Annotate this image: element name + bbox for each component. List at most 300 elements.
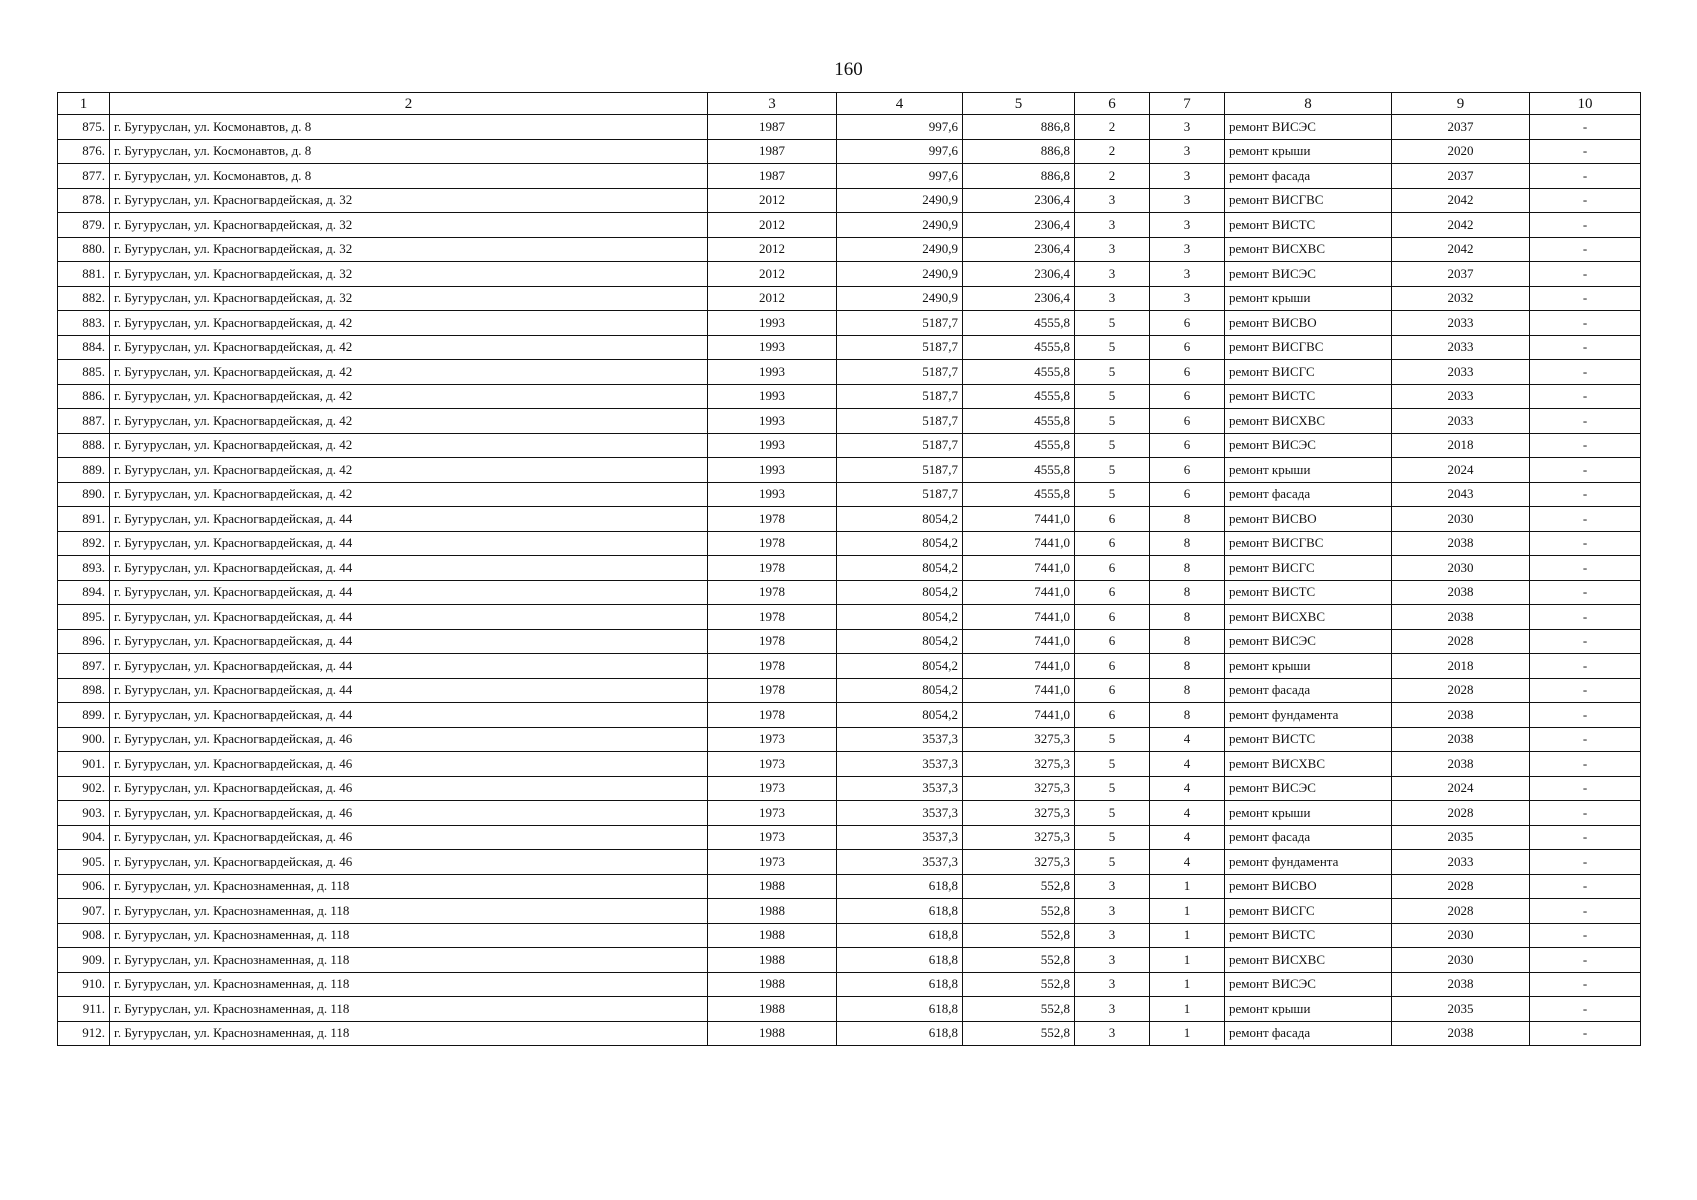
cell-work-type: ремонт ВИСХВС <box>1225 948 1392 973</box>
cell-row-number: 887. <box>58 409 110 434</box>
cell-row-number: 875. <box>58 115 110 140</box>
cell-total-area: 997,6 <box>837 115 963 140</box>
cell-note: - <box>1530 580 1641 605</box>
table-row <box>58 188 1641 213</box>
cell-address: г. Бугуруслан, ул. Красногвардейская, д. 42 <box>110 482 708 507</box>
cell-address: г. Бугуруслан, ул. Красногвардейская, д. 46 <box>110 850 708 875</box>
cell-floors: 6 <box>1075 703 1150 728</box>
cell-total-area: 5187,7 <box>837 311 963 336</box>
cell-floors: 5 <box>1075 482 1150 507</box>
cell-total-area: 2490,9 <box>837 237 963 262</box>
col-header-1: 1 <box>58 93 110 115</box>
cell-note: - <box>1530 164 1641 189</box>
cell-living-area: 3275,3 <box>963 752 1075 777</box>
cell-total-area: 5187,7 <box>837 360 963 385</box>
cell-work-type: ремонт ВИСГС <box>1225 899 1392 924</box>
cell-entrances: 8 <box>1150 629 1225 654</box>
col-header-2: 2 <box>110 93 708 115</box>
cell-living-area: 7441,0 <box>963 580 1075 605</box>
cell-row-number: 912. <box>58 1021 110 1046</box>
cell-floors: 2 <box>1075 115 1150 140</box>
cell-entrances: 8 <box>1150 678 1225 703</box>
col-header-8: 8 <box>1225 93 1392 115</box>
cell-living-area: 552,8 <box>963 923 1075 948</box>
cell-living-area: 552,8 <box>963 899 1075 924</box>
cell-note: - <box>1530 237 1641 262</box>
cell-address: г. Бугуруслан, ул. Красногвардейская, д. 46 <box>110 727 708 752</box>
table-row <box>58 972 1641 997</box>
cell-year-built: 2012 <box>708 213 837 238</box>
cell-row-number: 876. <box>58 139 110 164</box>
table-row <box>58 948 1641 973</box>
cell-total-area: 5187,7 <box>837 409 963 434</box>
cell-row-number: 885. <box>58 360 110 385</box>
cell-total-area: 8054,2 <box>837 654 963 679</box>
cell-total-area: 618,8 <box>837 874 963 899</box>
cell-row-number: 893. <box>58 556 110 581</box>
cell-living-area: 4555,8 <box>963 335 1075 360</box>
cell-work-type: ремонт ВИСГВС <box>1225 335 1392 360</box>
cell-row-number: 904. <box>58 825 110 850</box>
cell-year-built: 2012 <box>708 188 837 213</box>
cell-year-built: 1993 <box>708 335 837 360</box>
cell-total-area: 8054,2 <box>837 678 963 703</box>
cell-entrances: 1 <box>1150 1021 1225 1046</box>
table-row <box>58 825 1641 850</box>
cell-entrances: 4 <box>1150 727 1225 752</box>
cell-address: г. Бугуруслан, ул. Красногвардейская, д. 46 <box>110 801 708 826</box>
cell-work-type: ремонт крыши <box>1225 139 1392 164</box>
cell-address: г. Бугуруслан, ул. Красногвардейская, д. 42 <box>110 311 708 336</box>
cell-planned-year: 2038 <box>1392 752 1530 777</box>
cell-planned-year: 2038 <box>1392 972 1530 997</box>
cell-note: - <box>1530 458 1641 483</box>
table-row <box>58 335 1641 360</box>
cell-planned-year: 2028 <box>1392 801 1530 826</box>
cell-floors: 5 <box>1075 335 1150 360</box>
cell-floors: 3 <box>1075 286 1150 311</box>
cell-work-type: ремонт ВИСЭС <box>1225 776 1392 801</box>
cell-row-number: 892. <box>58 531 110 556</box>
cell-work-type: ремонт крыши <box>1225 997 1392 1022</box>
cell-row-number: 878. <box>58 188 110 213</box>
cell-living-area: 7441,0 <box>963 605 1075 630</box>
cell-year-built: 1973 <box>708 825 837 850</box>
cell-planned-year: 2043 <box>1392 482 1530 507</box>
cell-living-area: 2306,4 <box>963 286 1075 311</box>
cell-work-type: ремонт ВИСВО <box>1225 874 1392 899</box>
table-row <box>58 237 1641 262</box>
cell-floors: 3 <box>1075 237 1150 262</box>
cell-entrances: 1 <box>1150 997 1225 1022</box>
cell-note: - <box>1530 850 1641 875</box>
cell-floors: 2 <box>1075 139 1150 164</box>
cell-year-built: 1988 <box>708 997 837 1022</box>
cell-work-type: ремонт ВИСЭС <box>1225 433 1392 458</box>
cell-floors: 5 <box>1075 409 1150 434</box>
cell-year-built: 1978 <box>708 507 837 532</box>
cell-address: г. Бугуруслан, ул. Красногвардейская, д. 32 <box>110 188 708 213</box>
cell-address: г. Бугуруслан, ул. Краснознаменная, д. 118 <box>110 923 708 948</box>
col-header-7: 7 <box>1150 93 1225 115</box>
cell-living-area: 3275,3 <box>963 825 1075 850</box>
cell-row-number: 901. <box>58 752 110 777</box>
cell-floors: 5 <box>1075 801 1150 826</box>
table-row <box>58 286 1641 311</box>
cell-entrances: 8 <box>1150 507 1225 532</box>
cell-work-type: ремонт крыши <box>1225 654 1392 679</box>
cell-address: г. Бугуруслан, ул. Космонавтов, д. 8 <box>110 164 708 189</box>
cell-work-type: ремонт ВИСЭС <box>1225 972 1392 997</box>
table-row <box>58 360 1641 385</box>
cell-entrances: 8 <box>1150 580 1225 605</box>
cell-planned-year: 2038 <box>1392 727 1530 752</box>
cell-total-area: 3537,3 <box>837 825 963 850</box>
cell-living-area: 552,8 <box>963 1021 1075 1046</box>
table-row <box>58 580 1641 605</box>
cell-note: - <box>1530 139 1641 164</box>
cell-total-area: 618,8 <box>837 972 963 997</box>
cell-work-type: ремонт фасада <box>1225 678 1392 703</box>
cell-living-area: 886,8 <box>963 139 1075 164</box>
cell-planned-year: 2033 <box>1392 850 1530 875</box>
cell-planned-year: 2038 <box>1392 580 1530 605</box>
cell-floors: 5 <box>1075 776 1150 801</box>
cell-planned-year: 2020 <box>1392 139 1530 164</box>
cell-row-number: 899. <box>58 703 110 728</box>
cell-planned-year: 2028 <box>1392 629 1530 654</box>
cell-work-type: ремонт крыши <box>1225 801 1392 826</box>
cell-entrances: 1 <box>1150 899 1225 924</box>
table-body <box>58 115 1641 1046</box>
cell-living-area: 2306,4 <box>963 262 1075 287</box>
cell-row-number: 884. <box>58 335 110 360</box>
cell-year-built: 1988 <box>708 899 837 924</box>
cell-year-built: 1978 <box>708 531 837 556</box>
cell-note: - <box>1530 948 1641 973</box>
cell-year-built: 1978 <box>708 629 837 654</box>
cell-address: г. Бугуруслан, ул. Краснознаменная, д. 118 <box>110 972 708 997</box>
cell-planned-year: 2037 <box>1392 262 1530 287</box>
cell-total-area: 5187,7 <box>837 433 963 458</box>
cell-entrances: 6 <box>1150 482 1225 507</box>
cell-row-number: 882. <box>58 286 110 311</box>
cell-address: г. Бугуруслан, ул. Красногвардейская, д. 32 <box>110 237 708 262</box>
col-header-5: 5 <box>963 93 1075 115</box>
table-row <box>58 801 1641 826</box>
cell-year-built: 1987 <box>708 139 837 164</box>
cell-entrances: 8 <box>1150 556 1225 581</box>
cell-note: - <box>1530 776 1641 801</box>
cell-living-area: 4555,8 <box>963 433 1075 458</box>
cell-entrances: 6 <box>1150 360 1225 385</box>
table-row <box>58 678 1641 703</box>
cell-living-area: 4555,8 <box>963 360 1075 385</box>
cell-planned-year: 2038 <box>1392 1021 1530 1046</box>
cell-total-area: 5187,7 <box>837 458 963 483</box>
cell-floors: 6 <box>1075 556 1150 581</box>
cell-entrances: 1 <box>1150 948 1225 973</box>
cell-row-number: 897. <box>58 654 110 679</box>
cell-year-built: 2012 <box>708 262 837 287</box>
cell-living-area: 7441,0 <box>963 678 1075 703</box>
cell-work-type: ремонт ВИСТС <box>1225 384 1392 409</box>
cell-note: - <box>1530 531 1641 556</box>
cell-entrances: 3 <box>1150 213 1225 238</box>
cell-note: - <box>1530 286 1641 311</box>
cell-work-type: ремонт ВИСХВС <box>1225 409 1392 434</box>
cell-address: г. Бугуруслан, ул. Красногвардейская, д. 46 <box>110 752 708 777</box>
cell-row-number: 889. <box>58 458 110 483</box>
cell-year-built: 1973 <box>708 752 837 777</box>
cell-planned-year: 2028 <box>1392 874 1530 899</box>
cell-year-built: 1973 <box>708 801 837 826</box>
cell-floors: 6 <box>1075 629 1150 654</box>
cell-total-area: 997,6 <box>837 164 963 189</box>
cell-work-type: ремонт ВИСГВС <box>1225 188 1392 213</box>
cell-address: г. Бугуруслан, ул. Космонавтов, д. 8 <box>110 139 708 164</box>
cell-note: - <box>1530 115 1641 140</box>
cell-row-number: 891. <box>58 507 110 532</box>
cell-row-number: 879. <box>58 213 110 238</box>
cell-living-area: 7441,0 <box>963 556 1075 581</box>
cell-planned-year: 2028 <box>1392 899 1530 924</box>
cell-address: г. Бугуруслан, ул. Красногвардейская, д. 44 <box>110 678 708 703</box>
cell-floors: 6 <box>1075 580 1150 605</box>
cell-floors: 6 <box>1075 605 1150 630</box>
cell-floors: 3 <box>1075 874 1150 899</box>
cell-planned-year: 2024 <box>1392 776 1530 801</box>
cell-year-built: 1978 <box>708 556 837 581</box>
col-header-9: 9 <box>1392 93 1530 115</box>
cell-floors: 2 <box>1075 164 1150 189</box>
table-row <box>58 727 1641 752</box>
cell-floors: 5 <box>1075 384 1150 409</box>
cell-note: - <box>1530 752 1641 777</box>
cell-row-number: 905. <box>58 850 110 875</box>
cell-floors: 3 <box>1075 972 1150 997</box>
cell-address: г. Бугуруслан, ул. Красногвардейская, д. 44 <box>110 507 708 532</box>
cell-entrances: 3 <box>1150 115 1225 140</box>
cell-planned-year: 2033 <box>1392 360 1530 385</box>
cell-note: - <box>1530 188 1641 213</box>
cell-total-area: 3537,3 <box>837 850 963 875</box>
cell-work-type: ремонт фасада <box>1225 1021 1392 1046</box>
table-row <box>58 531 1641 556</box>
cell-note: - <box>1530 213 1641 238</box>
cell-address: г. Бугуруслан, ул. Красногвардейская, д. 42 <box>110 458 708 483</box>
table-row <box>58 997 1641 1022</box>
cell-year-built: 1978 <box>708 703 837 728</box>
cell-row-number: 907. <box>58 899 110 924</box>
cell-floors: 3 <box>1075 188 1150 213</box>
col-header-3: 3 <box>708 93 837 115</box>
cell-floors: 5 <box>1075 727 1150 752</box>
cell-planned-year: 2038 <box>1392 703 1530 728</box>
cell-living-area: 4555,8 <box>963 458 1075 483</box>
cell-note: - <box>1530 923 1641 948</box>
cell-year-built: 1993 <box>708 384 837 409</box>
table-row <box>58 776 1641 801</box>
cell-address: г. Бугуруслан, ул. Красногвардейская, д. 46 <box>110 776 708 801</box>
cell-living-area: 2306,4 <box>963 213 1075 238</box>
cell-work-type: ремонт ВИСЭС <box>1225 115 1392 140</box>
table-row <box>58 409 1641 434</box>
cell-work-type: ремонт фундамента <box>1225 850 1392 875</box>
cell-year-built: 1993 <box>708 409 837 434</box>
cell-floors: 5 <box>1075 752 1150 777</box>
cell-address: г. Бугуруслан, ул. Красногвардейская, д. 32 <box>110 286 708 311</box>
cell-work-type: ремонт ВИСТС <box>1225 727 1392 752</box>
cell-floors: 5 <box>1075 360 1150 385</box>
cell-total-area: 5187,7 <box>837 384 963 409</box>
cell-entrances: 8 <box>1150 703 1225 728</box>
cell-note: - <box>1530 433 1641 458</box>
cell-living-area: 7441,0 <box>963 531 1075 556</box>
cell-year-built: 1988 <box>708 923 837 948</box>
cell-living-area: 4555,8 <box>963 311 1075 336</box>
cell-entrances: 1 <box>1150 874 1225 899</box>
table-row <box>58 164 1641 189</box>
cell-total-area: 8054,2 <box>837 629 963 654</box>
table-row <box>58 1021 1641 1046</box>
cell-planned-year: 2042 <box>1392 237 1530 262</box>
cell-note: - <box>1530 482 1641 507</box>
cell-entrances: 8 <box>1150 654 1225 679</box>
table-row <box>58 605 1641 630</box>
cell-living-area: 552,8 <box>963 997 1075 1022</box>
cell-address: г. Бугуруслан, ул. Красногвардейская, д. 44 <box>110 605 708 630</box>
cell-year-built: 1978 <box>708 678 837 703</box>
cell-work-type: ремонт ВИСГВС <box>1225 531 1392 556</box>
cell-address: г. Бугуруслан, ул. Красногвардейская, д. 42 <box>110 433 708 458</box>
cell-address: г. Бугуруслан, ул. Краснознаменная, д. 118 <box>110 948 708 973</box>
cell-row-number: 895. <box>58 605 110 630</box>
cell-entrances: 6 <box>1150 335 1225 360</box>
table-row <box>58 850 1641 875</box>
cell-year-built: 1988 <box>708 972 837 997</box>
cell-work-type: ремонт ВИСВО <box>1225 507 1392 532</box>
cell-work-type: ремонт фасада <box>1225 482 1392 507</box>
cell-note: - <box>1530 409 1641 434</box>
cell-floors: 6 <box>1075 678 1150 703</box>
cell-year-built: 1988 <box>708 874 837 899</box>
cell-entrances: 8 <box>1150 605 1225 630</box>
cell-year-built: 2012 <box>708 286 837 311</box>
cell-entrances: 3 <box>1150 262 1225 287</box>
cell-year-built: 1993 <box>708 433 837 458</box>
cell-work-type: ремонт ВИСГС <box>1225 360 1392 385</box>
table-row <box>58 139 1641 164</box>
header-row <box>58 93 1641 115</box>
cell-row-number: 888. <box>58 433 110 458</box>
cell-note: - <box>1530 384 1641 409</box>
cell-year-built: 2012 <box>708 237 837 262</box>
cell-planned-year: 2024 <box>1392 458 1530 483</box>
cell-year-built: 1988 <box>708 948 837 973</box>
table-row <box>58 874 1641 899</box>
cell-work-type: ремонт фасада <box>1225 825 1392 850</box>
cell-year-built: 1988 <box>708 1021 837 1046</box>
cell-row-number: 880. <box>58 237 110 262</box>
cell-note: - <box>1530 899 1641 924</box>
cell-row-number: 909. <box>58 948 110 973</box>
cell-row-number: 898. <box>58 678 110 703</box>
table-row <box>58 629 1641 654</box>
cell-address: г. Бугуруслан, ул. Краснознаменная, д. 118 <box>110 997 708 1022</box>
cell-total-area: 2490,9 <box>837 286 963 311</box>
cell-living-area: 7441,0 <box>963 654 1075 679</box>
cell-year-built: 1973 <box>708 850 837 875</box>
cell-work-type: ремонт крыши <box>1225 286 1392 311</box>
cell-planned-year: 2038 <box>1392 531 1530 556</box>
cell-floors: 5 <box>1075 311 1150 336</box>
cell-work-type: ремонт ВИСХВС <box>1225 752 1392 777</box>
table-row <box>58 458 1641 483</box>
cell-floors: 3 <box>1075 262 1150 287</box>
cell-year-built: 1973 <box>708 776 837 801</box>
col-header-10: 10 <box>1530 93 1641 115</box>
cell-entrances: 3 <box>1150 286 1225 311</box>
cell-entrances: 4 <box>1150 752 1225 777</box>
cell-note: - <box>1530 654 1641 679</box>
cell-entrances: 1 <box>1150 972 1225 997</box>
cell-living-area: 4555,8 <box>963 384 1075 409</box>
cell-address: г. Бугуруслан, ул. Красногвардейская, д. 46 <box>110 825 708 850</box>
cell-total-area: 5187,7 <box>837 482 963 507</box>
cell-note: - <box>1530 556 1641 581</box>
cell-floors: 3 <box>1075 213 1150 238</box>
cell-entrances: 4 <box>1150 825 1225 850</box>
cell-living-area: 3275,3 <box>963 776 1075 801</box>
cell-note: - <box>1530 262 1641 287</box>
cell-work-type: ремонт фундамента <box>1225 703 1392 728</box>
table-row <box>58 433 1641 458</box>
cell-note: - <box>1530 605 1641 630</box>
cell-year-built: 1973 <box>708 727 837 752</box>
cell-planned-year: 2030 <box>1392 556 1530 581</box>
cell-total-area: 618,8 <box>837 899 963 924</box>
cell-entrances: 6 <box>1150 311 1225 336</box>
cell-total-area: 2490,9 <box>837 262 963 287</box>
cell-address: г. Бугуруслан, ул. Космонавтов, д. 8 <box>110 115 708 140</box>
cell-note: - <box>1530 311 1641 336</box>
cell-note: - <box>1530 678 1641 703</box>
cell-planned-year: 2032 <box>1392 286 1530 311</box>
cell-floors: 5 <box>1075 850 1150 875</box>
cell-planned-year: 2037 <box>1392 164 1530 189</box>
cell-address: г. Бугуруслан, ул. Красногвардейская, д. 44 <box>110 654 708 679</box>
table-row <box>58 923 1641 948</box>
cell-total-area: 3537,3 <box>837 727 963 752</box>
table-row <box>58 262 1641 287</box>
cell-planned-year: 2033 <box>1392 384 1530 409</box>
cell-total-area: 618,8 <box>837 997 963 1022</box>
cell-planned-year: 2030 <box>1392 507 1530 532</box>
cell-note: - <box>1530 874 1641 899</box>
cell-floors: 5 <box>1075 433 1150 458</box>
cell-planned-year: 2033 <box>1392 311 1530 336</box>
cell-note: - <box>1530 1021 1641 1046</box>
cell-note: - <box>1530 507 1641 532</box>
cell-address: г. Бугуруслан, ул. Красногвардейская, д. 44 <box>110 703 708 728</box>
cell-address: г. Бугуруслан, ул. Краснознаменная, д. 118 <box>110 899 708 924</box>
cell-living-area: 4555,8 <box>963 409 1075 434</box>
cell-row-number: 894. <box>58 580 110 605</box>
table-row <box>58 703 1641 728</box>
cell-work-type: ремонт крыши <box>1225 458 1392 483</box>
cell-total-area: 8054,2 <box>837 531 963 556</box>
